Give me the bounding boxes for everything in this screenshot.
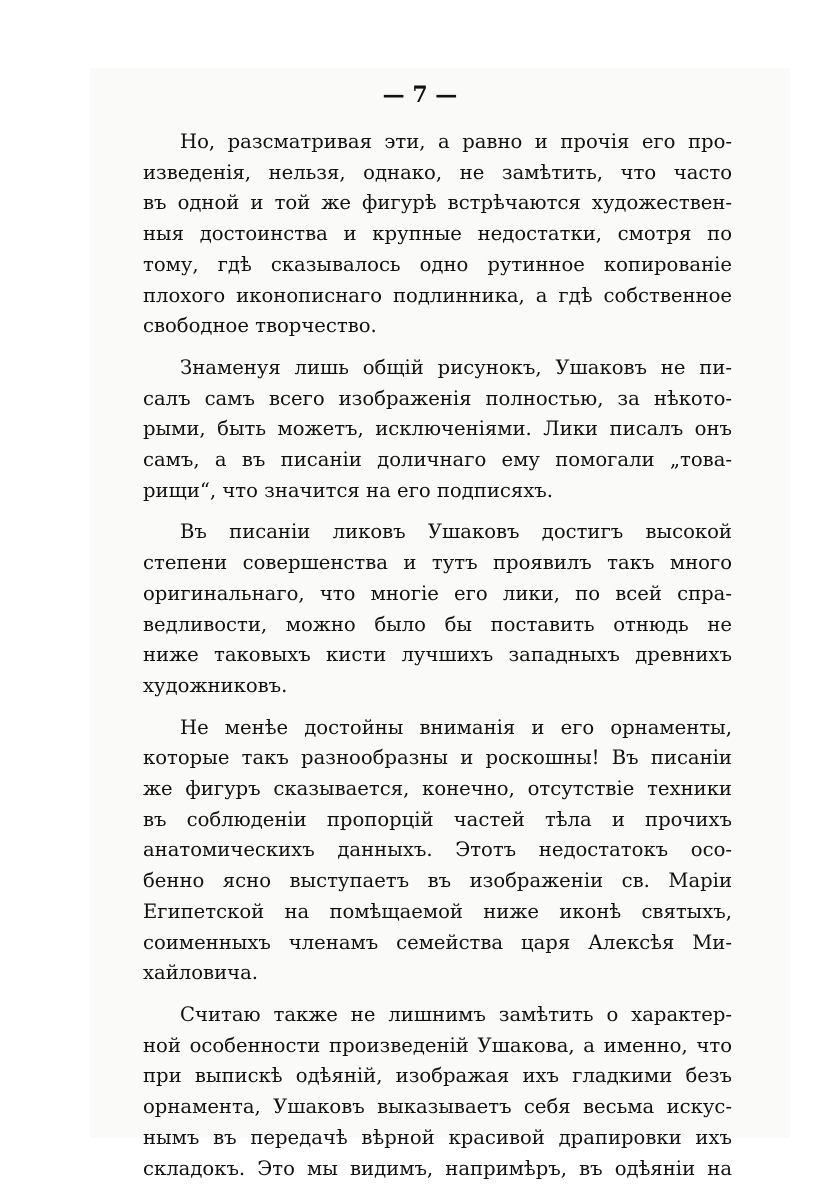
text-line: свободное творчество.	[143, 314, 377, 338]
text-line: при выпискѣ одѣяній, изображая ихъ гладкими безъ	[143, 1064, 732, 1088]
text-line: бенно ясно выступаетъ въ изображеніи св. Маріи	[143, 869, 732, 893]
text-line: изведенія, нельзя, однако, не замѣтить, что часто	[143, 160, 732, 184]
text-line: рищи“, что значится на его подписяхъ.	[143, 478, 553, 502]
text-line: въ соблюденіи пропорцій частей тѣла и прочихъ	[143, 807, 732, 831]
paragraph	[143, 353, 732, 507]
paragraph	[143, 517, 732, 701]
text-line: самъ, а въ писаніи доличнаго ему помогали „това-	[143, 448, 732, 472]
text-line: художниковъ.	[143, 673, 288, 697]
page-number: — 7 —	[382, 82, 458, 108]
text-line: складокъ. Это мы видимъ, напримѣръ, въ одѣяніи на	[143, 1156, 732, 1180]
body-text	[143, 127, 732, 1195]
paragraph	[143, 127, 732, 342]
text-line: въ одной и той же фигурѣ встрѣчаются художествен-	[143, 191, 732, 215]
text-line: Считаю также не лишнимъ замѣтить о характер-	[180, 1002, 732, 1026]
text-line: соименныхъ членамъ семейства царя Алексѣя Ми-	[143, 930, 732, 954]
text-line: ниже таковыхъ кисти лучшихъ западныхъ древнихъ	[143, 643, 732, 667]
text-line: хайловича.	[143, 961, 258, 985]
text-line: же фигуръ сказывается, конечно, отсутствіе техники	[143, 777, 732, 801]
text-line: Но, разсматривая эти, а равно и прочія его про-	[180, 130, 732, 153]
text-line: степени совершенства и тутъ проявилъ такъ много	[143, 551, 732, 575]
text-line: плохого иконописнаго подлинника, а гдѣ собственное	[143, 283, 732, 307]
paragraph	[143, 1000, 732, 1184]
text-line: Знаменуя лишь общій рисунокъ, Ушаковъ не пи-	[180, 355, 732, 379]
text-line: ныя достоинства и крупные недостатки, смотря по	[143, 222, 732, 246]
text-line: тому, гдѣ сказывалось одно рутинное копированіе	[143, 252, 732, 276]
text-line: орнамента, Ушаковъ выказываетъ себя весьма искус-	[143, 1095, 732, 1119]
text-line: ведливости, можно было бы поставить отнюдь не	[143, 612, 732, 636]
text-line: Не менѣе достойны вниманія и его орнаменты,	[180, 715, 732, 739]
text-line: оригинальнаго, что многіе его лики, по всей спра-	[143, 581, 732, 605]
text-line: нымъ въ передачѣ вѣрной красивой драпировки ихъ	[143, 1125, 732, 1149]
text-line: рыми, быть можетъ, исключеніями. Лики писалъ онъ	[143, 417, 732, 441]
text-line: салъ самъ всего изображенія полностью, за нѣкото-	[143, 386, 732, 410]
text-line: ной особенности произведеній Ушакова, а именно, что	[143, 1033, 732, 1057]
text-line: анатомическихъ данныхъ. Этотъ недостатокъ осо-	[143, 838, 732, 862]
paragraph	[143, 713, 732, 989]
text-line: Египетской на помѣщаемой ниже иконѣ святыхъ,	[143, 899, 732, 923]
text-line: Въ писаніи ликовъ Ушаковъ достигъ высокой	[180, 520, 732, 544]
text-line: которые такъ разнообразны и роскошны! Въ писаніи	[143, 746, 732, 770]
